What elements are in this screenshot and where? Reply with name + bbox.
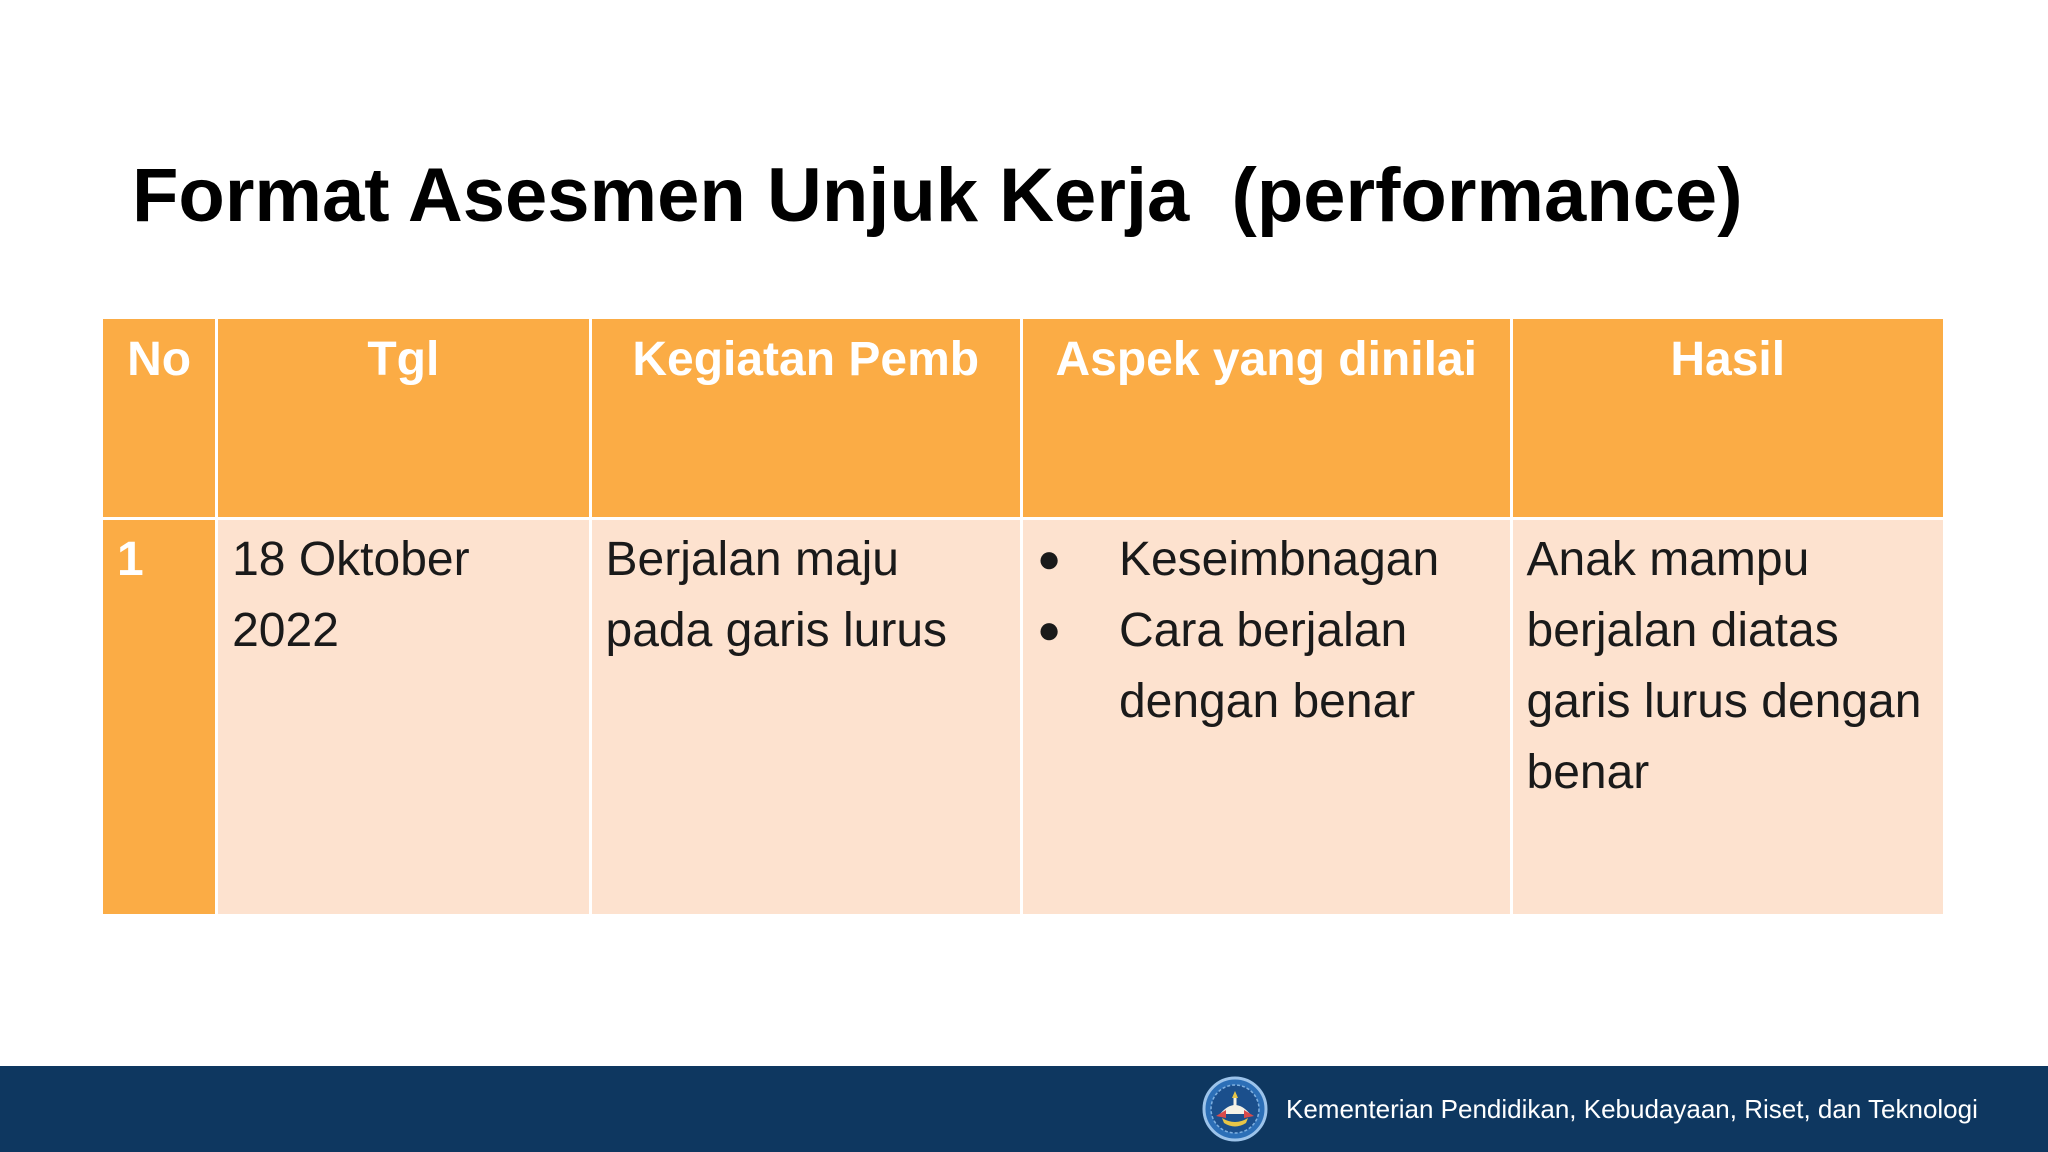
cell-no: 1 bbox=[103, 520, 215, 914]
cell-kegiatan: Berjalan maju pada garis lurus bbox=[592, 520, 1020, 914]
tut-wuri-handayani-emblem-icon bbox=[1202, 1076, 1268, 1142]
assessment-table bbox=[100, 316, 1946, 917]
aspect-text: Cara berjalan dengan benar bbox=[1118, 604, 1416, 728]
ministry-name: Kementerian Pendidikan, Kebudayaan, Riset, dan Teknologi bbox=[1286, 1094, 1978, 1124]
aspect-item bbox=[1037, 524, 1496, 595]
header-aspek: Aspek yang dinilai bbox=[1023, 319, 1510, 517]
table-header-row bbox=[103, 319, 1943, 517]
aspect-item bbox=[1037, 595, 1496, 737]
cell-aspek bbox=[1023, 520, 1510, 914]
header-hasil: Hasil bbox=[1513, 319, 1944, 517]
header-no: No bbox=[103, 319, 215, 517]
footer-bar bbox=[0, 1066, 2048, 1152]
bullet-icon: ● bbox=[1036, 608, 1062, 652]
cell-hasil: Anak mampu berjalan diatas garis lurus dengan benar bbox=[1513, 520, 1944, 914]
header-kegiatan: Kegiatan Pemb bbox=[592, 319, 1020, 517]
slide-title: Format Asesmen Unjuk Kerja (performance) bbox=[132, 153, 1743, 238]
header-tgl: Tgl bbox=[218, 319, 588, 517]
aspect-list bbox=[1037, 524, 1496, 737]
cell-tgl: 18 Oktober 2022 bbox=[218, 520, 588, 914]
bullet-icon: ● bbox=[1036, 537, 1062, 581]
aspect-text: Keseimbnagan bbox=[1118, 533, 1440, 586]
table-row bbox=[103, 520, 1943, 914]
